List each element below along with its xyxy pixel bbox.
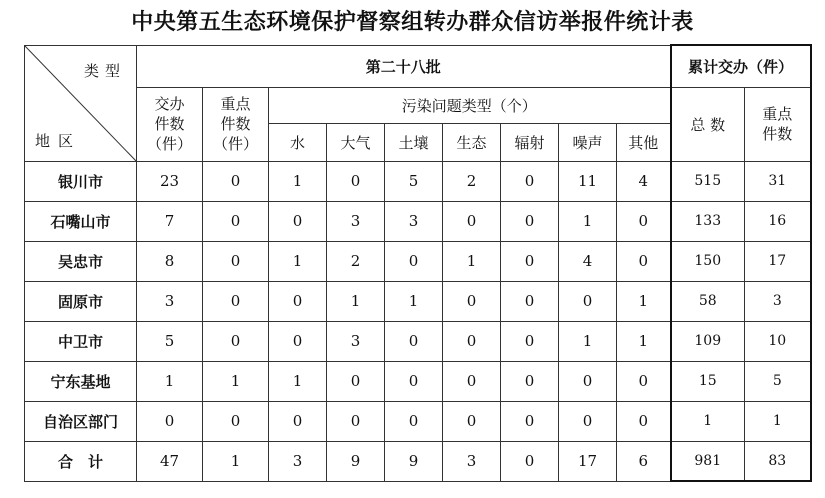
value-cell: 0	[327, 161, 385, 201]
value-cell: 9	[385, 441, 443, 481]
cum-key-cell: 16	[745, 201, 811, 241]
value-cell: 0	[559, 401, 617, 441]
value-cell: 1	[203, 441, 269, 481]
value-cell: 0	[137, 401, 203, 441]
header-row-2	[25, 87, 811, 123]
value-cell: 0	[327, 361, 385, 401]
cum-key-cell: 10	[745, 321, 811, 361]
value-cell: 5	[137, 321, 203, 361]
value-cell: 0	[443, 401, 501, 441]
value-cell: 0	[327, 401, 385, 441]
table-row	[25, 241, 811, 281]
value-cell: 1	[137, 361, 203, 401]
value-cell: 1	[385, 281, 443, 321]
value-cell: 0	[559, 281, 617, 321]
value-cell: 0	[501, 321, 559, 361]
value-cell: 3	[327, 321, 385, 361]
value-cell: 2	[443, 161, 501, 201]
value-cell: 3	[327, 201, 385, 241]
value-cell: 0	[269, 201, 327, 241]
value-cell: 9	[327, 441, 385, 481]
value-cell: 0	[617, 361, 671, 401]
transfer-count-header: 交办 件数 （件）	[137, 87, 203, 161]
table-row	[25, 321, 811, 361]
region-cell: 吴忠市	[25, 241, 137, 281]
value-cell: 0	[385, 241, 443, 281]
value-cell: 0	[203, 281, 269, 321]
value-cell: 0	[501, 161, 559, 201]
value-cell: 1	[327, 281, 385, 321]
value-cell: 0	[617, 201, 671, 241]
region-cell: 宁东基地	[25, 361, 137, 401]
cum-total-cell: 58	[671, 281, 745, 321]
value-cell: 4	[617, 161, 671, 201]
value-cell: 2	[327, 241, 385, 281]
pollution-type-other: 其他	[617, 123, 671, 161]
region-cell: 固原市	[25, 281, 137, 321]
cum-total-header: 总 数	[671, 87, 745, 161]
value-cell: 47	[137, 441, 203, 481]
value-cell: 0	[203, 161, 269, 201]
value-cell: 3	[385, 201, 443, 241]
value-cell: 11	[559, 161, 617, 201]
value-cell: 0	[501, 281, 559, 321]
value-cell: 1	[559, 201, 617, 241]
cum-key-header: 重点 件数	[745, 87, 811, 161]
value-cell: 1	[443, 241, 501, 281]
cum-total-cell: 109	[671, 321, 745, 361]
table-row	[25, 401, 811, 441]
value-cell: 8	[137, 241, 203, 281]
value-cell: 0	[443, 321, 501, 361]
value-cell: 0	[203, 201, 269, 241]
value-cell: 1	[269, 161, 327, 201]
value-cell: 0	[617, 401, 671, 441]
value-cell: 6	[617, 441, 671, 481]
value-cell: 0	[443, 201, 501, 241]
value-cell: 0	[203, 321, 269, 361]
value-cell: 1	[269, 361, 327, 401]
cumulative-header: 累计交办（件）	[671, 45, 811, 87]
table-row	[25, 161, 811, 201]
value-cell: 4	[559, 241, 617, 281]
value-cell: 0	[559, 361, 617, 401]
diagonal-header-cell	[25, 45, 137, 161]
value-cell: 5	[385, 161, 443, 201]
cum-key-cell: 3	[745, 281, 811, 321]
value-cell: 0	[443, 361, 501, 401]
region-cell: 合 计	[25, 441, 137, 481]
value-cell: 0	[385, 401, 443, 441]
region-cell: 石嘴山市	[25, 201, 137, 241]
table-row	[25, 441, 811, 481]
page-title: 中央第五生态环境保护督察组转办群众信访举报件统计表	[131, 9, 694, 35]
region-cell: 银川市	[25, 161, 137, 201]
cum-key-cell: 17	[745, 241, 811, 281]
pollution-type-ecology: 生态	[443, 123, 501, 161]
value-cell: 1	[559, 321, 617, 361]
cum-key-cell: 1	[745, 401, 811, 441]
pollution-type-air: 大气	[327, 123, 385, 161]
cum-total-cell: 981	[671, 441, 745, 481]
value-cell: 0	[269, 401, 327, 441]
value-cell: 1	[617, 321, 671, 361]
value-cell: 3	[137, 281, 203, 321]
table-row	[25, 201, 811, 241]
table-row	[25, 281, 811, 321]
region-label: 地区	[35, 131, 82, 150]
value-cell: 0	[269, 321, 327, 361]
pollution-type-noise: 噪声	[559, 123, 617, 161]
value-cell: 0	[501, 361, 559, 401]
value-cell: 0	[501, 201, 559, 241]
pollution-type-radiation: 辐射	[501, 123, 559, 161]
cum-key-cell: 5	[745, 361, 811, 401]
key-count-header: 重点 件数 （件）	[203, 87, 269, 161]
value-cell: 0	[385, 361, 443, 401]
value-cell: 0	[443, 281, 501, 321]
pollution-type-header: 污染问题类型（个）	[269, 87, 671, 123]
region-cell: 中卫市	[25, 321, 137, 361]
value-cell: 23	[137, 161, 203, 201]
cum-total-cell: 133	[671, 201, 745, 241]
header-row-1	[25, 45, 811, 87]
cum-key-cell: 83	[745, 441, 811, 481]
value-cell: 3	[269, 441, 327, 481]
batch-header: 第二十八批	[137, 45, 671, 87]
value-cell: 0	[385, 321, 443, 361]
value-cell: 0	[203, 401, 269, 441]
value-cell: 1	[203, 361, 269, 401]
value-cell: 1	[269, 241, 327, 281]
cum-total-cell: 15	[671, 361, 745, 401]
region-cell: 自治区部门	[25, 401, 137, 441]
value-cell: 1	[617, 281, 671, 321]
cum-total-cell: 515	[671, 161, 745, 201]
cum-key-cell: 31	[745, 161, 811, 201]
cum-total-cell: 150	[671, 241, 745, 281]
value-cell: 0	[617, 241, 671, 281]
value-cell: 0	[269, 281, 327, 321]
type-label: 类型	[83, 61, 126, 80]
pollution-type-soil: 土壤	[385, 123, 443, 161]
cum-total-cell: 1	[671, 401, 745, 441]
value-cell: 7	[137, 201, 203, 241]
value-cell: 17	[559, 441, 617, 481]
pollution-type-water: 水	[269, 123, 327, 161]
statistics-table	[24, 44, 812, 482]
value-cell: 0	[203, 241, 269, 281]
table-row	[25, 361, 811, 401]
value-cell: 3	[443, 441, 501, 481]
value-cell: 0	[501, 441, 559, 481]
value-cell: 0	[501, 241, 559, 281]
value-cell: 0	[501, 401, 559, 441]
